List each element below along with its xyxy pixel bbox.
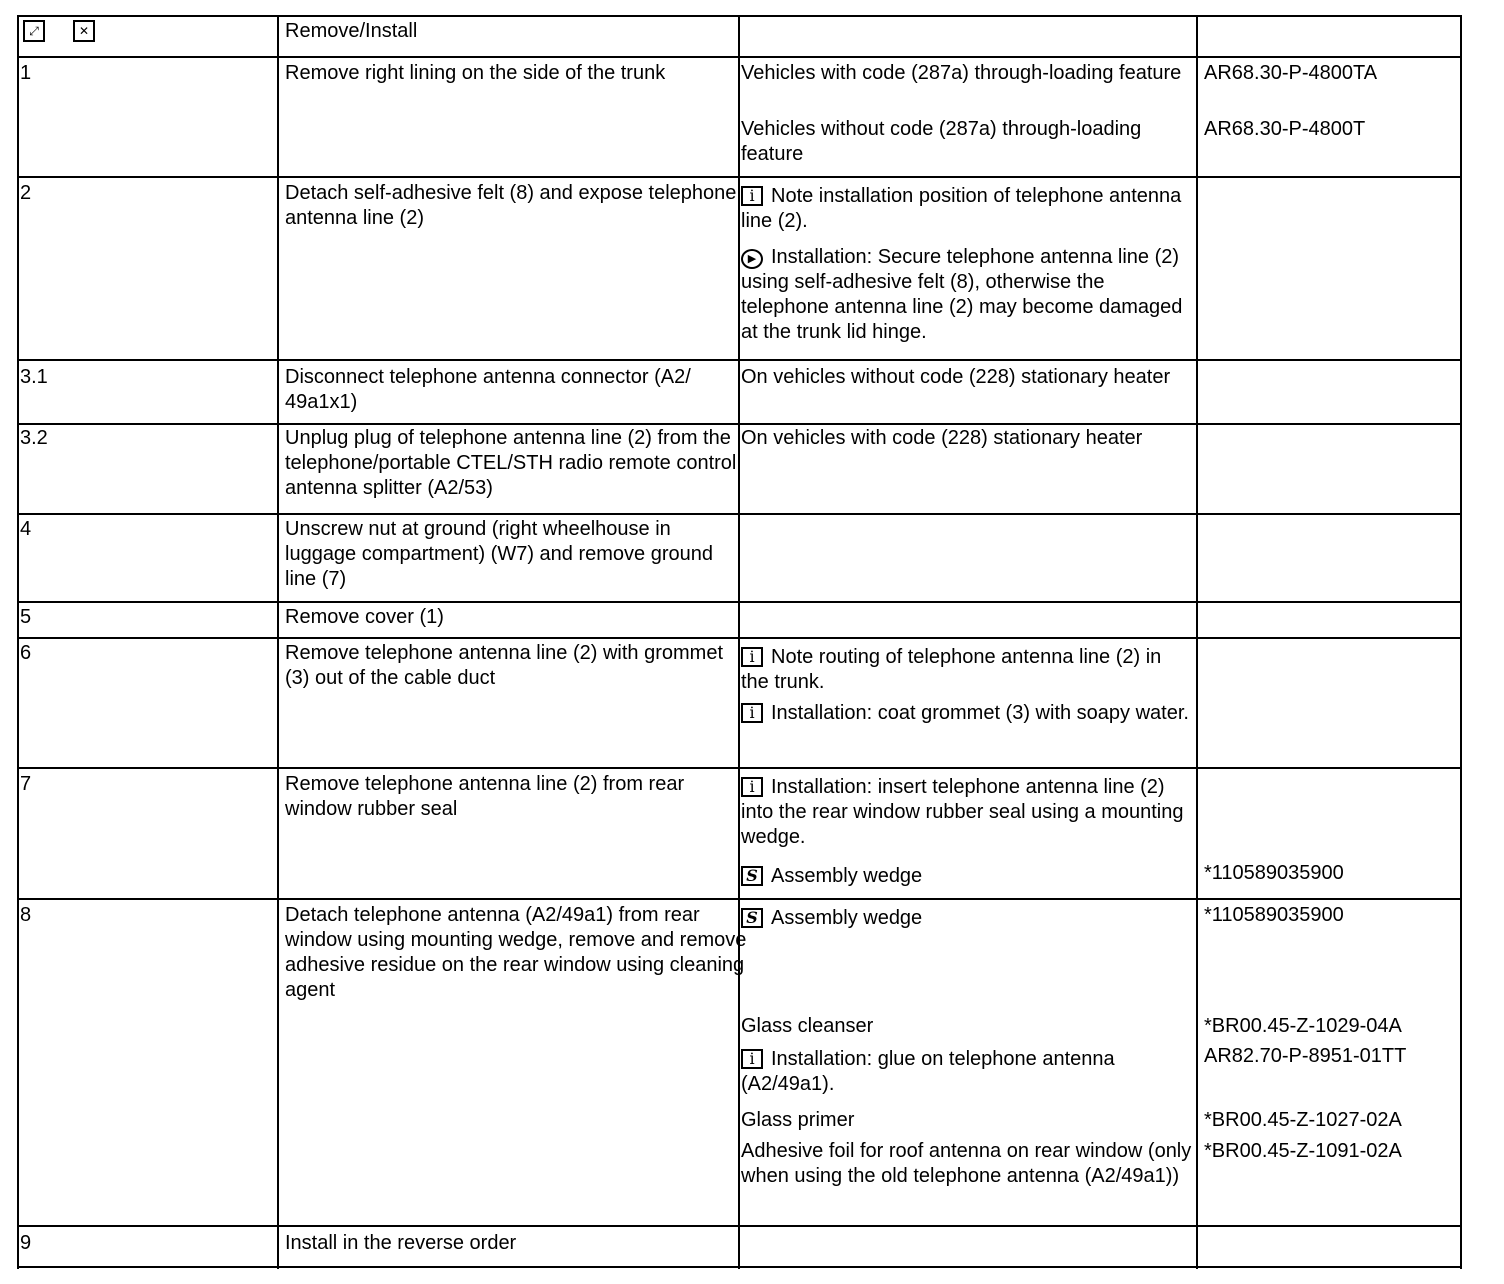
step-note: On vehicles without code (228) stationary heater (741, 366, 1171, 388)
step-action: Detach telephone antenna (A2/49a1) from rear window using mounting wedge, remove and remove adhesive residue on the rear window using cleaning agent (285, 904, 747, 1001)
step-number: 4 (20, 518, 32, 540)
step-note: S Assembly wedge (741, 864, 1193, 889)
step-action: Install in the reverse order (285, 1232, 517, 1254)
step-number: 3.2 (20, 427, 48, 449)
step-number: 6 (20, 642, 32, 664)
step-reference-link[interactable]: *BR00.45-Z-1027-02A (1204, 1109, 1402, 1131)
special-tool-icon: S (741, 866, 763, 886)
step-note: Vehicles with code (287a) through-loading feature (741, 62, 1182, 84)
step-note: Adhesive foil for roof antenna on rear window (only when using the old telephone antenna (A2/49a1)) (741, 1140, 1192, 1187)
step-action: Remove cover (1) (285, 606, 444, 628)
step-action: Remove right lining on the side of the trunk (285, 62, 666, 84)
info-icon: i (741, 703, 763, 723)
step-number: 9 (20, 1232, 32, 1254)
step-number: 5 (20, 606, 32, 628)
step-note: ▶ Installation: Secure telephone antenna line (2) using self-adhesive felt (8), otherwise the telephone antenna line (2) may become damaged at the trunk lid hinge. (741, 246, 1183, 343)
step-action: Remove telephone antenna line (2) from rear window rubber seal (285, 773, 685, 820)
row-divider (17, 176, 1462, 178)
row-divider (17, 359, 1462, 361)
step-reference-link[interactable]: AR68.30-P-4800TA (1204, 62, 1378, 84)
step-note: S Assembly wedge (741, 906, 1193, 931)
step-reference-link[interactable]: AR68.30-P-4800T (1204, 118, 1366, 140)
step-note: Glass cleanser (741, 1015, 874, 1037)
header-title: Remove/Install (285, 20, 418, 42)
step-action: Remove telephone antenna line (2) with grommet (3) out of the cable duct (285, 642, 724, 689)
info-icon: i (741, 647, 763, 667)
row-divider (17, 767, 1462, 769)
row-divider (17, 56, 1462, 58)
step-action: Disconnect telephone antenna connector (A2/ 49a1x1) (285, 366, 691, 413)
expand-icon[interactable]: ⤢ (23, 20, 45, 42)
row-divider (17, 898, 1462, 900)
step-action: Unscrew nut at ground (right wheelhouse in luggage compartment) (W7) and remove ground line (7) (285, 518, 713, 590)
step-number: 7 (20, 773, 32, 795)
row-divider (17, 1225, 1462, 1227)
step-action: Detach self-adhesive felt (8) and expose telephone antenna line (2) (285, 182, 737, 229)
step-number: 2 (20, 182, 32, 204)
step-reference-link[interactable]: AR82.70-P-8951-01TT (1204, 1045, 1407, 1067)
row-divider (17, 637, 1462, 639)
row-divider (17, 513, 1462, 515)
procedure-table (17, 15, 1462, 1269)
info-icon: i (741, 186, 763, 206)
table-border-left (17, 15, 19, 1269)
step-note: i Installation: coat grommet (3) with soapy water. (741, 701, 1193, 726)
step-number: 8 (20, 904, 32, 926)
step-reference-link[interactable]: *BR00.45-Z-1091-02A (1204, 1140, 1402, 1162)
row-divider (17, 601, 1462, 603)
special-tool-icon: S (741, 908, 763, 928)
step-note: i Installation: glue on telephone antenna (A2/49a1). (741, 1048, 1115, 1095)
step-note: On vehicles with code (228) stationary heater (741, 427, 1143, 449)
info-icon: i (741, 1049, 763, 1069)
step-number: 3.1 (20, 366, 48, 388)
column-divider (1196, 15, 1198, 1269)
step-note: Glass primer (741, 1109, 855, 1131)
table-border-right (1460, 15, 1462, 1269)
row-divider (17, 15, 1462, 17)
column-divider (277, 15, 279, 1269)
info-icon: i (741, 777, 763, 797)
step-number: 1 (20, 62, 32, 84)
step-action: Unplug plug of telephone antenna line (2) from the telephone/portable CTEL/STH radio remote control antenna splitter (A2/53) (285, 427, 737, 499)
installation-icon: ▶ (741, 249, 763, 269)
row-divider (17, 423, 1462, 425)
step-reference-link[interactable]: *BR00.45-Z-1029-04A (1204, 1015, 1402, 1037)
collapse-icon[interactable]: ✕ (73, 20, 95, 42)
table-border-bottom (17, 1266, 1462, 1268)
step-note: Vehicles without code (287a) through-loading feature (741, 118, 1142, 165)
step-note: i Note installation position of telephone antenna line (2). (741, 185, 1182, 232)
step-note: i Installation: insert telephone antenna line (2) into the rear window rubber seal using a mounting wedge. (741, 776, 1184, 848)
step-reference-link[interactable]: *110589035900 (1204, 904, 1344, 926)
step-note: i Note routing of telephone antenna line (2) in the trunk. (741, 646, 1162, 693)
step-reference-link[interactable]: *110589035900 (1204, 862, 1344, 884)
